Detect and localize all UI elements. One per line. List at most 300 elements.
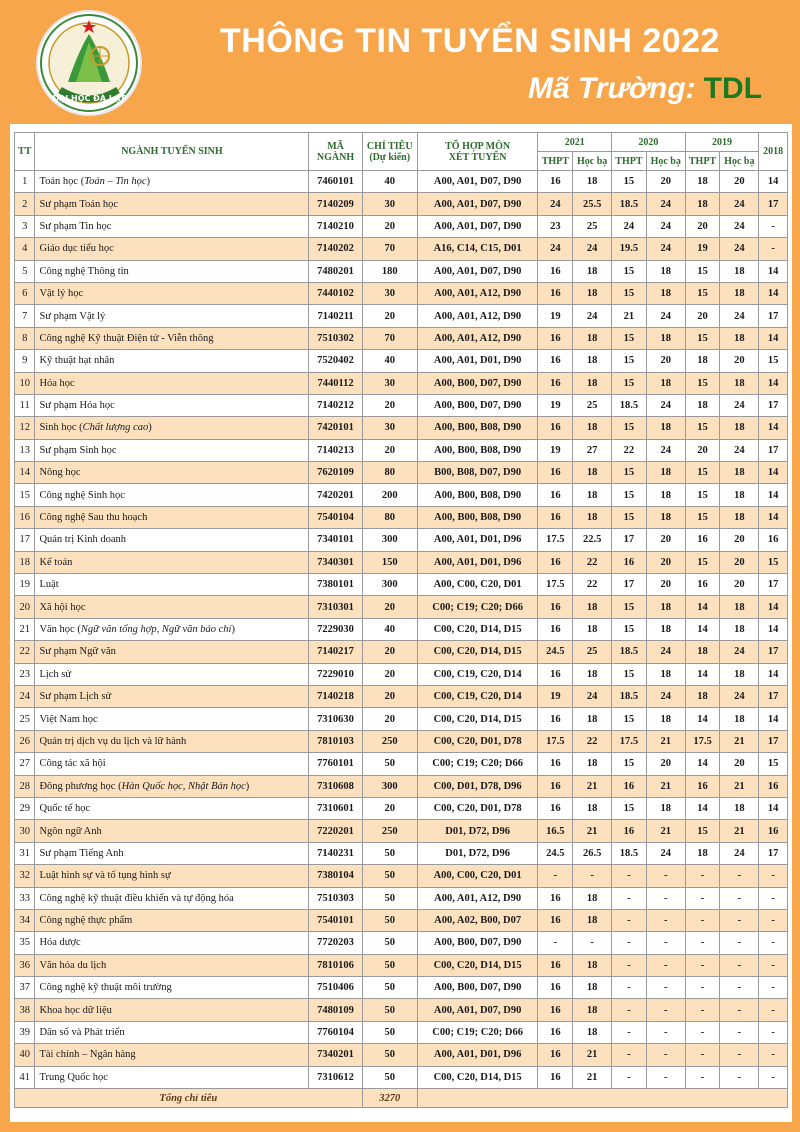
score-2021-hocba: 18 — [573, 954, 612, 976]
subject-combo: A16, C14, C15, D01 — [417, 238, 538, 260]
university-logo — [38, 12, 140, 114]
score-2020-hocba: 24 — [646, 685, 685, 707]
quota: 20 — [362, 641, 417, 663]
score-2021-hocba: - — [573, 865, 612, 887]
table-row — [15, 999, 788, 1021]
major-name: Sinh học (Chất lượng cao) — [35, 417, 309, 439]
score-2018: 14 — [759, 618, 788, 640]
table-row — [15, 618, 788, 640]
row-index: 10 — [15, 372, 35, 394]
score-2019-thpt: 16 — [685, 529, 720, 551]
score-2021-hocba: 18 — [573, 596, 612, 618]
row-index: 11 — [15, 394, 35, 416]
score-2019-thpt: - — [685, 1021, 720, 1043]
major-note: Hàn Quốc học, Nhật Bản học — [121, 780, 246, 792]
score-2020-thpt: 21 — [612, 305, 647, 327]
quota: 20 — [362, 797, 417, 819]
score-2020-thpt: 16 — [612, 551, 647, 573]
major-name: Luật — [35, 574, 309, 596]
row-index: 38 — [15, 999, 35, 1021]
quota: 20 — [362, 394, 417, 416]
major-code: 7760101 — [309, 753, 362, 775]
score-2021-hocba: 18 — [573, 327, 612, 349]
score-2021-thpt: 16 — [538, 484, 573, 506]
major-name: Sư phạm Tin học — [35, 215, 309, 237]
quota: 150 — [362, 551, 417, 573]
major-code: 7140231 — [309, 842, 362, 864]
table-row — [15, 417, 788, 439]
score-2021-hocba: 24 — [573, 305, 612, 327]
score-2021-thpt: 16 — [538, 171, 573, 193]
score-2020-thpt: 15 — [612, 171, 647, 193]
score-2020-thpt: 15 — [612, 596, 647, 618]
row-index: 29 — [15, 797, 35, 819]
score-2021-hocba: 21 — [573, 775, 612, 797]
subject-combo: A00, B00, D07, D90 — [417, 977, 538, 999]
major-code: 7520402 — [309, 350, 362, 372]
score-2019-thpt: 15 — [685, 417, 720, 439]
score-2021-hocba: 18 — [573, 462, 612, 484]
total-value: 3270 — [362, 1089, 417, 1108]
score-2019-hocba: 24 — [720, 842, 759, 864]
score-2020-hocba: 18 — [646, 282, 685, 304]
score-2018: - — [759, 887, 788, 909]
score-2019-hocba: 18 — [720, 260, 759, 282]
score-2019-thpt: 18 — [685, 685, 720, 707]
subject-combo: C00, C20, D01, D78 — [417, 730, 538, 752]
score-2020-thpt: - — [612, 1021, 647, 1043]
row-index: 17 — [15, 529, 35, 551]
table-row — [15, 954, 788, 976]
score-2020-hocba: - — [646, 1021, 685, 1043]
table-row — [15, 909, 788, 931]
score-2021-thpt: 19 — [538, 394, 573, 416]
subject-combo: C00, C20, D01, D78 — [417, 797, 538, 819]
score-2019-hocba: 21 — [720, 775, 759, 797]
score-2018: 14 — [759, 327, 788, 349]
major-name: Sư phạm Toán học — [35, 193, 309, 215]
subject-combo: C00, C20, D14, D15 — [417, 641, 538, 663]
score-2020-thpt: 15 — [612, 797, 647, 819]
table-row — [15, 350, 788, 372]
row-index: 22 — [15, 641, 35, 663]
score-2019-thpt: - — [685, 865, 720, 887]
score-2019-hocba: - — [720, 999, 759, 1021]
major-note: Toán – Tin học — [84, 176, 147, 188]
score-2020-thpt: 15 — [612, 417, 647, 439]
score-2020-hocba: 24 — [646, 641, 685, 663]
score-2019-hocba: - — [720, 1021, 759, 1043]
score-2020-hocba: 18 — [646, 260, 685, 282]
score-2021-thpt: 16 — [538, 596, 573, 618]
score-2020-hocba: 18 — [646, 327, 685, 349]
table-row — [15, 820, 788, 842]
score-2020-hocba: - — [646, 954, 685, 976]
score-2019-hocba: 18 — [720, 708, 759, 730]
score-2020-thpt: - — [612, 909, 647, 931]
score-2019-hocba: 18 — [720, 372, 759, 394]
score-2021-hocba: 18 — [573, 999, 612, 1021]
score-2020-hocba: 20 — [646, 574, 685, 596]
score-2019-hocba: 24 — [720, 193, 759, 215]
table-row — [15, 394, 788, 416]
score-2020-thpt: 18.5 — [612, 193, 647, 215]
score-2020-thpt: 15 — [612, 708, 647, 730]
table-row — [15, 708, 788, 730]
score-2019-thpt: 18 — [685, 193, 720, 215]
quota: 50 — [362, 865, 417, 887]
subject-combo: A00, A01, D01, D96 — [417, 529, 538, 551]
score-2021-hocba: 18 — [573, 618, 612, 640]
score-2019-thpt: 16 — [685, 574, 720, 596]
score-2019-hocba: 21 — [720, 730, 759, 752]
quota: 20 — [362, 215, 417, 237]
score-2021-hocba: 22 — [573, 551, 612, 573]
major-name: Công nghệ Sau thu hoạch — [35, 506, 309, 528]
score-2018: 14 — [759, 282, 788, 304]
row-index: 34 — [15, 909, 35, 931]
subject-combo: A00, C00, C20, D01 — [417, 865, 538, 887]
score-2020-hocba: 18 — [646, 797, 685, 819]
score-2021-thpt: 17.5 — [538, 730, 573, 752]
major-code: 7420101 — [309, 417, 362, 439]
score-2019-thpt: - — [685, 954, 720, 976]
score-2019-thpt: - — [685, 887, 720, 909]
score-2019-thpt: - — [685, 1044, 720, 1066]
score-2019-thpt: - — [685, 977, 720, 999]
score-2020-hocba: 20 — [646, 171, 685, 193]
score-2019-hocba: 24 — [720, 685, 759, 707]
major-name: Luật hình sự và tố tụng hình sự — [35, 865, 309, 887]
row-index: 40 — [15, 1044, 35, 1066]
header-hocba: Học bạ — [573, 152, 612, 171]
major-code: 7380104 — [309, 865, 362, 887]
score-2018: 16 — [759, 820, 788, 842]
score-2018: - — [759, 238, 788, 260]
score-2020-thpt: 15 — [612, 327, 647, 349]
score-2019-hocba: 24 — [720, 394, 759, 416]
quota: 70 — [362, 327, 417, 349]
score-2021-hocba: 25 — [573, 641, 612, 663]
score-2021-thpt: 16 — [538, 887, 573, 909]
score-2018: 14 — [759, 462, 788, 484]
quota: 80 — [362, 506, 417, 528]
score-2020-hocba: 18 — [646, 417, 685, 439]
score-2019-hocba: 20 — [720, 350, 759, 372]
score-2019-thpt: 20 — [685, 305, 720, 327]
score-2019-thpt: 15 — [685, 551, 720, 573]
score-2018: 14 — [759, 417, 788, 439]
score-2020-thpt: 22 — [612, 439, 647, 461]
total-row — [15, 1089, 788, 1108]
header-2018: 2018 — [759, 133, 788, 171]
major-note: Ngữ văn tổng hợp, Ngữ văn báo chí — [80, 624, 232, 635]
score-2018: 14 — [759, 171, 788, 193]
score-2019-hocba: 18 — [720, 797, 759, 819]
score-2020-hocba: 18 — [646, 596, 685, 618]
score-2021-hocba: 18 — [573, 753, 612, 775]
major-code: 7140217 — [309, 641, 362, 663]
score-2018: - — [759, 954, 788, 976]
subject-combo: A00, B00, B08, D90 — [417, 484, 538, 506]
score-2021-hocba: 18 — [573, 977, 612, 999]
quota: 30 — [362, 417, 417, 439]
quota: 20 — [362, 305, 417, 327]
row-index: 28 — [15, 775, 35, 797]
row-index: 9 — [15, 350, 35, 372]
score-2019-hocba: 20 — [720, 171, 759, 193]
score-2020-hocba: 18 — [646, 663, 685, 685]
major-name: Kế toán — [35, 551, 309, 573]
quota: 250 — [362, 820, 417, 842]
major-code: 7510406 — [309, 977, 362, 999]
score-2020-hocba: - — [646, 909, 685, 931]
score-2019-hocba: 20 — [720, 574, 759, 596]
score-2020-hocba: 18 — [646, 506, 685, 528]
quota: 200 — [362, 484, 417, 506]
score-2019-thpt: 15 — [685, 260, 720, 282]
quota: 50 — [362, 1066, 417, 1088]
row-index: 19 — [15, 574, 35, 596]
table-row — [15, 574, 788, 596]
score-2020-thpt: 19.5 — [612, 238, 647, 260]
score-2020-thpt: 18.5 — [612, 641, 647, 663]
score-2020-hocba: 20 — [646, 350, 685, 372]
score-2019-thpt: 15 — [685, 327, 720, 349]
score-2020-thpt: 15 — [612, 663, 647, 685]
score-2020-hocba: 24 — [646, 305, 685, 327]
subject-combo: D01, D72, D96 — [417, 820, 538, 842]
major-name: Vật lý học — [35, 282, 309, 304]
score-2021-thpt: 16 — [538, 753, 573, 775]
major-code: 7140211 — [309, 305, 362, 327]
score-2020-thpt: 15 — [612, 372, 647, 394]
score-2019-thpt: 18 — [685, 171, 720, 193]
score-2018: - — [759, 1066, 788, 1088]
major-name: Sư phạm Sinh học — [35, 439, 309, 461]
row-index: 5 — [15, 260, 35, 282]
score-2020-thpt: 15 — [612, 506, 647, 528]
quota: 20 — [362, 439, 417, 461]
row-index: 13 — [15, 439, 35, 461]
table-row — [15, 215, 788, 237]
score-2020-thpt: 15 — [612, 282, 647, 304]
score-2019-thpt: 15 — [685, 282, 720, 304]
major-name: Công nghệ Thông tin — [35, 260, 309, 282]
score-2018: - — [759, 999, 788, 1021]
major-name: Toán học (Toán – Tin học) — [35, 171, 309, 193]
row-index: 2 — [15, 193, 35, 215]
score-2021-hocba: 22 — [573, 574, 612, 596]
quota: 40 — [362, 350, 417, 372]
row-index: 41 — [15, 1066, 35, 1088]
major-name: Văn học (Ngữ văn tổng hợp, Ngữ văn báo chí) — [35, 618, 309, 640]
row-index: 21 — [15, 618, 35, 640]
score-2018: 14 — [759, 663, 788, 685]
row-index: 37 — [15, 977, 35, 999]
score-2020-thpt: - — [612, 865, 647, 887]
subject-combo: A00, A01, D07, D90 — [417, 171, 538, 193]
row-index: 35 — [15, 932, 35, 954]
score-2019-thpt: - — [685, 909, 720, 931]
quota: 30 — [362, 282, 417, 304]
major-name: Dân số và Phát triển — [35, 1021, 309, 1043]
score-2020-thpt: 16 — [612, 775, 647, 797]
subject-combo: C00, C19, C20, D14 — [417, 663, 538, 685]
major-name: Việt Nam học — [35, 708, 309, 730]
major-name: Khoa học dữ liệu — [35, 999, 309, 1021]
quota: 50 — [362, 842, 417, 864]
score-2020-hocba: 24 — [646, 842, 685, 864]
score-2021-thpt: - — [538, 865, 573, 887]
major-name: Đông phương học (Hàn Quốc học, Nhật Bản học) — [35, 775, 309, 797]
subject-combo: B00, B08, D07, D90 — [417, 462, 538, 484]
major-name: Công tác xã hội — [35, 753, 309, 775]
score-2021-thpt: 16 — [538, 708, 573, 730]
table-row — [15, 663, 788, 685]
score-2018: 14 — [759, 797, 788, 819]
score-2021-thpt: 16 — [538, 506, 573, 528]
score-2021-thpt: 24.5 — [538, 641, 573, 663]
score-2019-thpt: 18 — [685, 350, 720, 372]
quota: 20 — [362, 663, 417, 685]
major-code: 7440112 — [309, 372, 362, 394]
table-row — [15, 685, 788, 707]
score-2020-thpt: - — [612, 977, 647, 999]
score-2019-hocba: - — [720, 932, 759, 954]
table-row — [15, 887, 788, 909]
score-2019-hocba: 24 — [720, 641, 759, 663]
subject-combo: A00, B00, D07, D90 — [417, 932, 538, 954]
header — [0, 0, 800, 122]
table-row — [15, 596, 788, 618]
row-index: 23 — [15, 663, 35, 685]
quota: 50 — [362, 887, 417, 909]
major-code: 7310601 — [309, 797, 362, 819]
major-name: Quốc tế học — [35, 797, 309, 819]
major-name: Sư phạm Ngữ văn — [35, 641, 309, 663]
score-2021-thpt: 16 — [538, 954, 573, 976]
quota: 50 — [362, 932, 417, 954]
subject-combo: A00, C00, C20, D01 — [417, 574, 538, 596]
major-code: 7220201 — [309, 820, 362, 842]
score-2020-thpt: 17.5 — [612, 730, 647, 752]
major-code: 7720203 — [309, 932, 362, 954]
score-2020-thpt: 16 — [612, 820, 647, 842]
header-thpt: THPT — [538, 152, 573, 171]
quota: 20 — [362, 685, 417, 707]
table-row — [15, 462, 788, 484]
score-2021-thpt: 16 — [538, 1066, 573, 1088]
major-note: Chất lượng cao — [82, 422, 149, 434]
major-name: Trung Quốc học — [35, 1066, 309, 1088]
score-2018: 14 — [759, 506, 788, 528]
subject-combo: A00, A01, A12, D90 — [417, 282, 538, 304]
table-row — [15, 327, 788, 349]
score-2021-hocba: 18 — [573, 282, 612, 304]
score-2021-hocba: 18 — [573, 260, 612, 282]
score-2019-hocba: 24 — [720, 215, 759, 237]
score-2018: 15 — [759, 753, 788, 775]
row-index: 3 — [15, 215, 35, 237]
score-2019-hocba: 20 — [720, 551, 759, 573]
subject-combo: A00, A01, D01, D90 — [417, 350, 538, 372]
table-row — [15, 1021, 788, 1043]
subject-combo: A00, A01, D01, D96 — [417, 551, 538, 573]
table-row — [15, 238, 788, 260]
score-2018: 16 — [759, 529, 788, 551]
score-2021-hocba: 22 — [573, 730, 612, 752]
score-2019-thpt: 18 — [685, 394, 720, 416]
major-code: 7229010 — [309, 663, 362, 685]
major-name: Kỹ thuật hạt nhân — [35, 350, 309, 372]
score-2020-thpt: - — [612, 1066, 647, 1088]
score-2021-thpt: - — [538, 932, 573, 954]
row-index: 4 — [15, 238, 35, 260]
score-2019-hocba: 24 — [720, 305, 759, 327]
major-code: 7140212 — [309, 394, 362, 416]
quota: 70 — [362, 238, 417, 260]
score-2019-thpt: 16 — [685, 775, 720, 797]
score-2021-hocba: 27 — [573, 439, 612, 461]
score-2019-thpt: 20 — [685, 215, 720, 237]
major-code: 7310608 — [309, 775, 362, 797]
score-2019-hocba: 18 — [720, 506, 759, 528]
major-name: Hóa dược — [35, 932, 309, 954]
major-code: 7310301 — [309, 596, 362, 618]
score-2020-hocba: 18 — [646, 484, 685, 506]
score-2019-hocba: 18 — [720, 282, 759, 304]
major-code: 7140209 — [309, 193, 362, 215]
subject-combo: A00, B00, B08, D90 — [417, 506, 538, 528]
score-2019-thpt: - — [685, 932, 720, 954]
header-code: MÃ NGÀNH — [309, 133, 362, 171]
score-2021-thpt: 23 — [538, 215, 573, 237]
score-2019-thpt: 14 — [685, 753, 720, 775]
quota: 40 — [362, 618, 417, 640]
row-index: 26 — [15, 730, 35, 752]
row-index: 32 — [15, 865, 35, 887]
score-2020-hocba: 18 — [646, 708, 685, 730]
score-2019-hocba: - — [720, 977, 759, 999]
header-tt: TT — [15, 133, 35, 171]
subject-combo: C00, C20, D14, D15 — [417, 708, 538, 730]
major-name: Sư phạm Lịch sử — [35, 685, 309, 707]
score-2020-hocba: 20 — [646, 753, 685, 775]
score-2020-thpt: 15 — [612, 350, 647, 372]
score-2020-thpt: 15 — [612, 462, 647, 484]
table-row — [15, 977, 788, 999]
table-row — [15, 506, 788, 528]
score-2021-hocba: 25.5 — [573, 193, 612, 215]
table-row — [15, 775, 788, 797]
score-2021-hocba: 18 — [573, 417, 612, 439]
major-code: 7810106 — [309, 954, 362, 976]
score-2018: - — [759, 1021, 788, 1043]
score-2021-thpt: 19 — [538, 439, 573, 461]
score-2021-thpt: 24 — [538, 193, 573, 215]
score-2021-hocba: 21 — [573, 1044, 612, 1066]
score-2019-thpt: 15 — [685, 462, 720, 484]
school-code-value: TDL — [703, 72, 762, 105]
table-row — [15, 439, 788, 461]
major-code: 7340201 — [309, 1044, 362, 1066]
row-index: 31 — [15, 842, 35, 864]
score-2021-hocba: 18 — [573, 663, 612, 685]
row-index: 7 — [15, 305, 35, 327]
score-2020-hocba: - — [646, 1044, 685, 1066]
score-2018: 17 — [759, 574, 788, 596]
